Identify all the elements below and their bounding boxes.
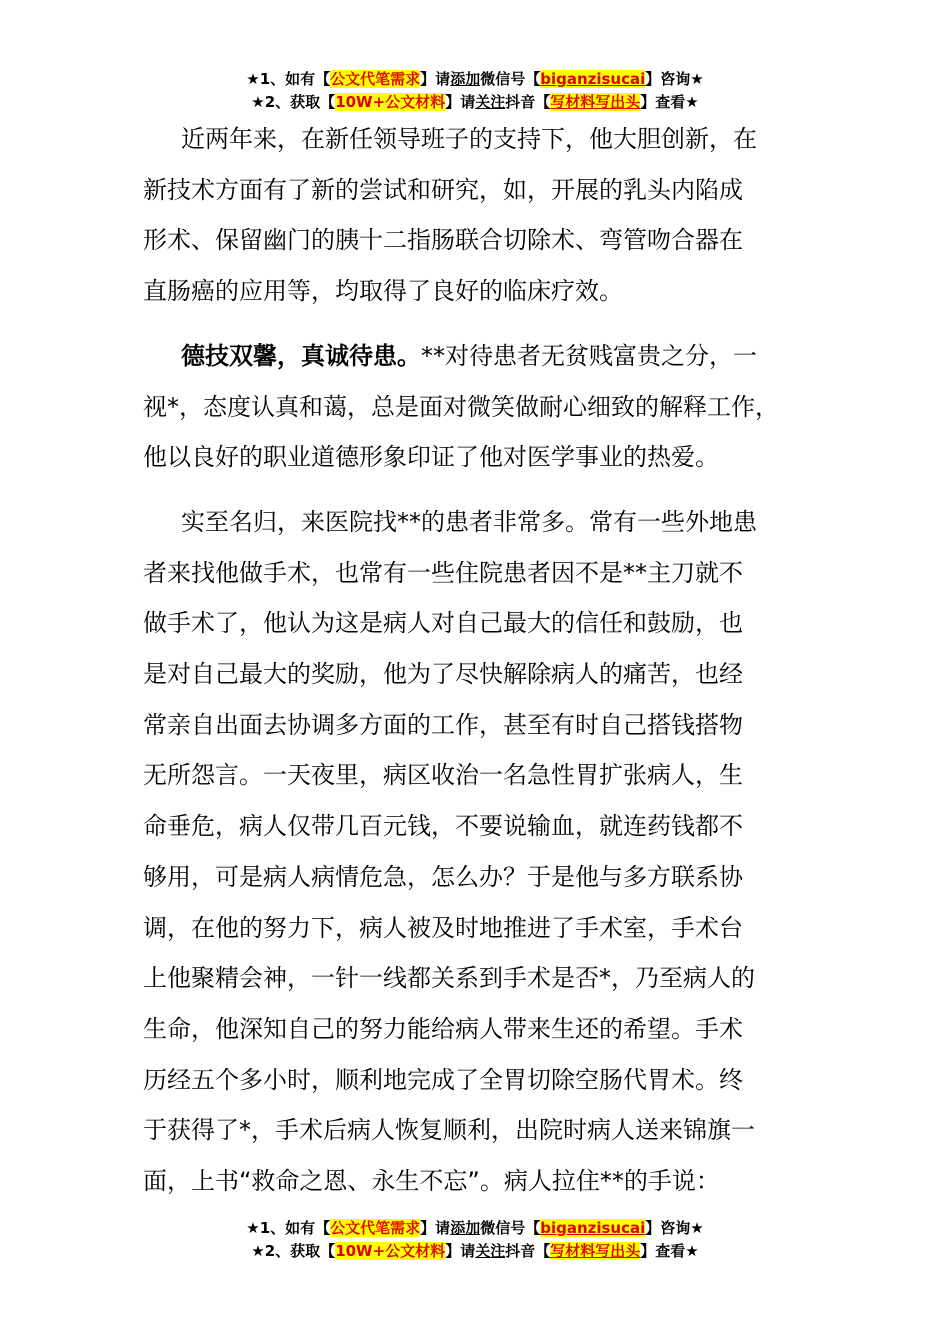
banner-highlight-service: 公文代笔需求: [330, 70, 421, 88]
text-line: 形术、保留幽门的胰十二指肠联合切除术、弯管吻合器在: [143, 226, 743, 255]
text-line: 调，在他的努力下，病人被及时地推进了手术室，手术台: [143, 913, 743, 942]
banner-underline-text: 添加: [450, 70, 481, 88]
text-line: 近两年来，在新任领导班子的支持下，他大胆创新，在: [181, 125, 757, 153]
banner-star: ★2、: [251, 93, 291, 111]
banner-text: 微信号【: [480, 70, 541, 88]
text-line: 够用，可是病人病情危急，怎么办？于是他与多方联系协: [143, 862, 743, 891]
banner-star: ★1、: [246, 1219, 286, 1237]
banner-text: 如有【: [285, 70, 331, 88]
banner-highlight-wechat-id[interactable]: biganzisucai: [540, 1219, 646, 1237]
paragraph-reputation: [143, 497, 813, 1207]
banner-line-2: [0, 91, 950, 114]
text-line: 命垂危，病人仅带几百元钱，不要说输血，就连药钱都不: [143, 812, 743, 841]
banner-text: 】请: [445, 1242, 476, 1260]
text-line: 历经五个多小时，顺利地完成了全胃切除空肠代胃术。终: [143, 1065, 743, 1094]
banner-star: ★1、: [246, 70, 286, 88]
text-line: 上他聚精会神，一针一线都关系到手术是否*，乃至病人的: [143, 964, 755, 993]
banner-text: 抖音【: [505, 93, 551, 111]
banner-highlight-wechat-id[interactable]: biganzisucai: [540, 70, 646, 88]
text-line: 生命，他深知自己的努力能给病人带来生还的希望。手术: [143, 1014, 743, 1043]
banner-line-2: [0, 1240, 950, 1263]
banner-star: ★2、: [251, 1242, 291, 1260]
document-body: [143, 114, 813, 1221]
banner-text: 】查看★: [640, 93, 699, 111]
text-line: 无所怨言。一天夜里，病区收治一名急性胃扩张病人，生: [143, 761, 743, 790]
banner-underline-text: 关注: [475, 1242, 506, 1260]
banner-underline-text: 关注: [475, 93, 506, 111]
text-line: 做手术了，他认为这是病人对自己最大的信任和鼓励，也: [143, 609, 743, 638]
text-line: 常亲自出面去协调多方面的工作，甚至有时自己搭钱搭物: [143, 710, 743, 739]
text-line: 实至名归，来医院找**的患者非常多。常有一些外地患: [181, 507, 757, 536]
text-line: 直肠癌的应用等，均取得了良好的临床疗效。: [143, 277, 623, 306]
banner-text: 】请: [445, 93, 476, 111]
text-line: [143, 331, 813, 382]
text-line: 他以良好的职业道德形象印证了他对医学事业的热爱。: [143, 443, 719, 472]
banner-underline-text: 添加: [450, 1219, 481, 1237]
text-line: 于获得了*，手术后病人恢复顺利，出院时病人送来锦旗一: [143, 1116, 755, 1145]
text-line: 面，上书“救命之恩、永生不忘”。病人拉住**的手说：: [143, 1167, 720, 1196]
banner-highlight-douyin[interactable]: 写材料写出头: [550, 1242, 641, 1260]
banner-text: 】咨询★: [645, 70, 704, 88]
footer-banner: [0, 1217, 950, 1263]
banner-text: 】请: [420, 70, 451, 88]
banner-text: 如有【: [285, 1219, 331, 1237]
banner-text: 抖音【: [505, 1242, 551, 1260]
banner-text: 微信号【: [480, 1219, 541, 1237]
header-banner: [0, 68, 950, 114]
banner-highlight-douyin[interactable]: 写材料写出头: [550, 93, 641, 111]
text-line: 视*，态度认真和蔼，总是面对微笑做耐心细致的解释工作，: [143, 392, 779, 421]
text-line: 者来找他做手术，也常有一些住院患者因不是**主刀就不: [143, 558, 743, 587]
text-segment: **对待患者无贫贱富贵之分，一: [421, 341, 757, 370]
banner-line-1: [0, 1217, 950, 1240]
banner-line-1: [0, 68, 950, 91]
banner-highlight-service: 公文代笔需求: [330, 1219, 421, 1237]
text-line: 新技术方面有了新的尝试和研究，如，开展的乳头内陷成: [143, 175, 743, 204]
banner-highlight-materials: 10W+公文材料: [335, 1242, 446, 1260]
paragraph-innovation: [143, 114, 813, 317]
paragraph-lead-heading: 德技双馨，真诚待患。: [181, 341, 421, 370]
text-line: 是对自己最大的奖励，他为了尽快解除病人的痛苦，也经: [143, 660, 743, 689]
banner-text: 】请: [420, 1219, 451, 1237]
banner-text: 】咨询★: [645, 1219, 704, 1237]
banner-text: 】查看★: [640, 1242, 699, 1260]
paragraph-ethics: [143, 331, 813, 483]
banner-text: 获取【: [290, 1242, 336, 1260]
banner-highlight-materials: 10W+公文材料: [335, 93, 446, 111]
banner-text: 获取【: [290, 93, 336, 111]
